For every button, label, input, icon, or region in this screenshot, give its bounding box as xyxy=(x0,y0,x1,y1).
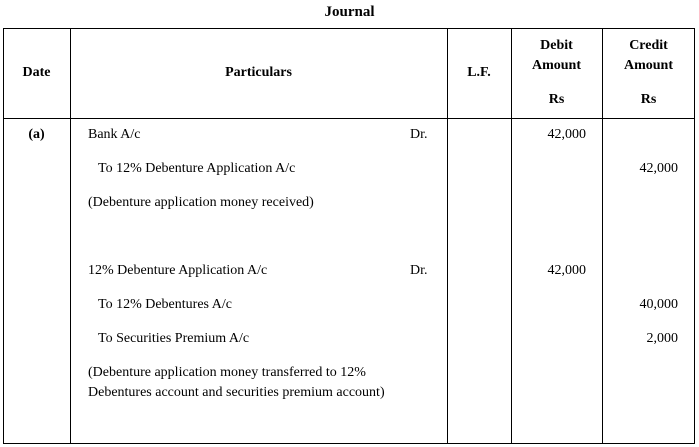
entry1-credit-amount: 42,000 xyxy=(639,161,678,176)
entry2-dr-marker: Dr. xyxy=(410,263,428,278)
header-debit-label: Debit xyxy=(540,38,573,53)
entry2-credit-amount-premium: 2,000 xyxy=(646,331,678,346)
entry2-narration-line1: (Debenture application money transferred to 12% xyxy=(88,365,366,380)
header-divider xyxy=(3,118,695,119)
entry1-narration: (Debenture application money received) xyxy=(88,195,314,210)
entry1-debit-amount: 42,000 xyxy=(547,127,586,142)
header-particulars: Particulars xyxy=(225,65,292,80)
header-debit-amount-label: Amount xyxy=(531,58,581,73)
header-date: Date xyxy=(22,65,51,80)
entry1-dr-marker: Dr. xyxy=(410,127,428,142)
entry2-narration-line2: Debentures account and securities premium account) xyxy=(88,385,385,400)
header-debit-unit: Rs xyxy=(548,92,565,107)
entry1-credit-account: To 12% Debenture Application A/c xyxy=(98,161,296,176)
date-column-divider xyxy=(70,28,71,444)
entry1-debit-account: Bank A/c xyxy=(88,127,141,142)
header-credit-label: Credit xyxy=(629,38,668,53)
entry2-credit-amount-debentures: 40,000 xyxy=(639,297,678,312)
entry2-debit-amount: 42,000 xyxy=(547,263,586,278)
header-lf: L.F. xyxy=(467,65,491,80)
header-credit-amount-label: Amount xyxy=(623,58,673,73)
entry2-credit-account-debentures: To 12% Debentures A/c xyxy=(98,297,232,312)
particulars-column-divider xyxy=(447,28,448,444)
entry2-debit-account: 12% Debenture Application A/c xyxy=(88,263,268,278)
entry-date: (a) xyxy=(28,127,45,142)
journal-title: Journal xyxy=(324,4,375,20)
header-credit-unit: Rs xyxy=(640,92,657,107)
entry2-credit-account-premium: To Securities Premium A/c xyxy=(98,331,250,346)
